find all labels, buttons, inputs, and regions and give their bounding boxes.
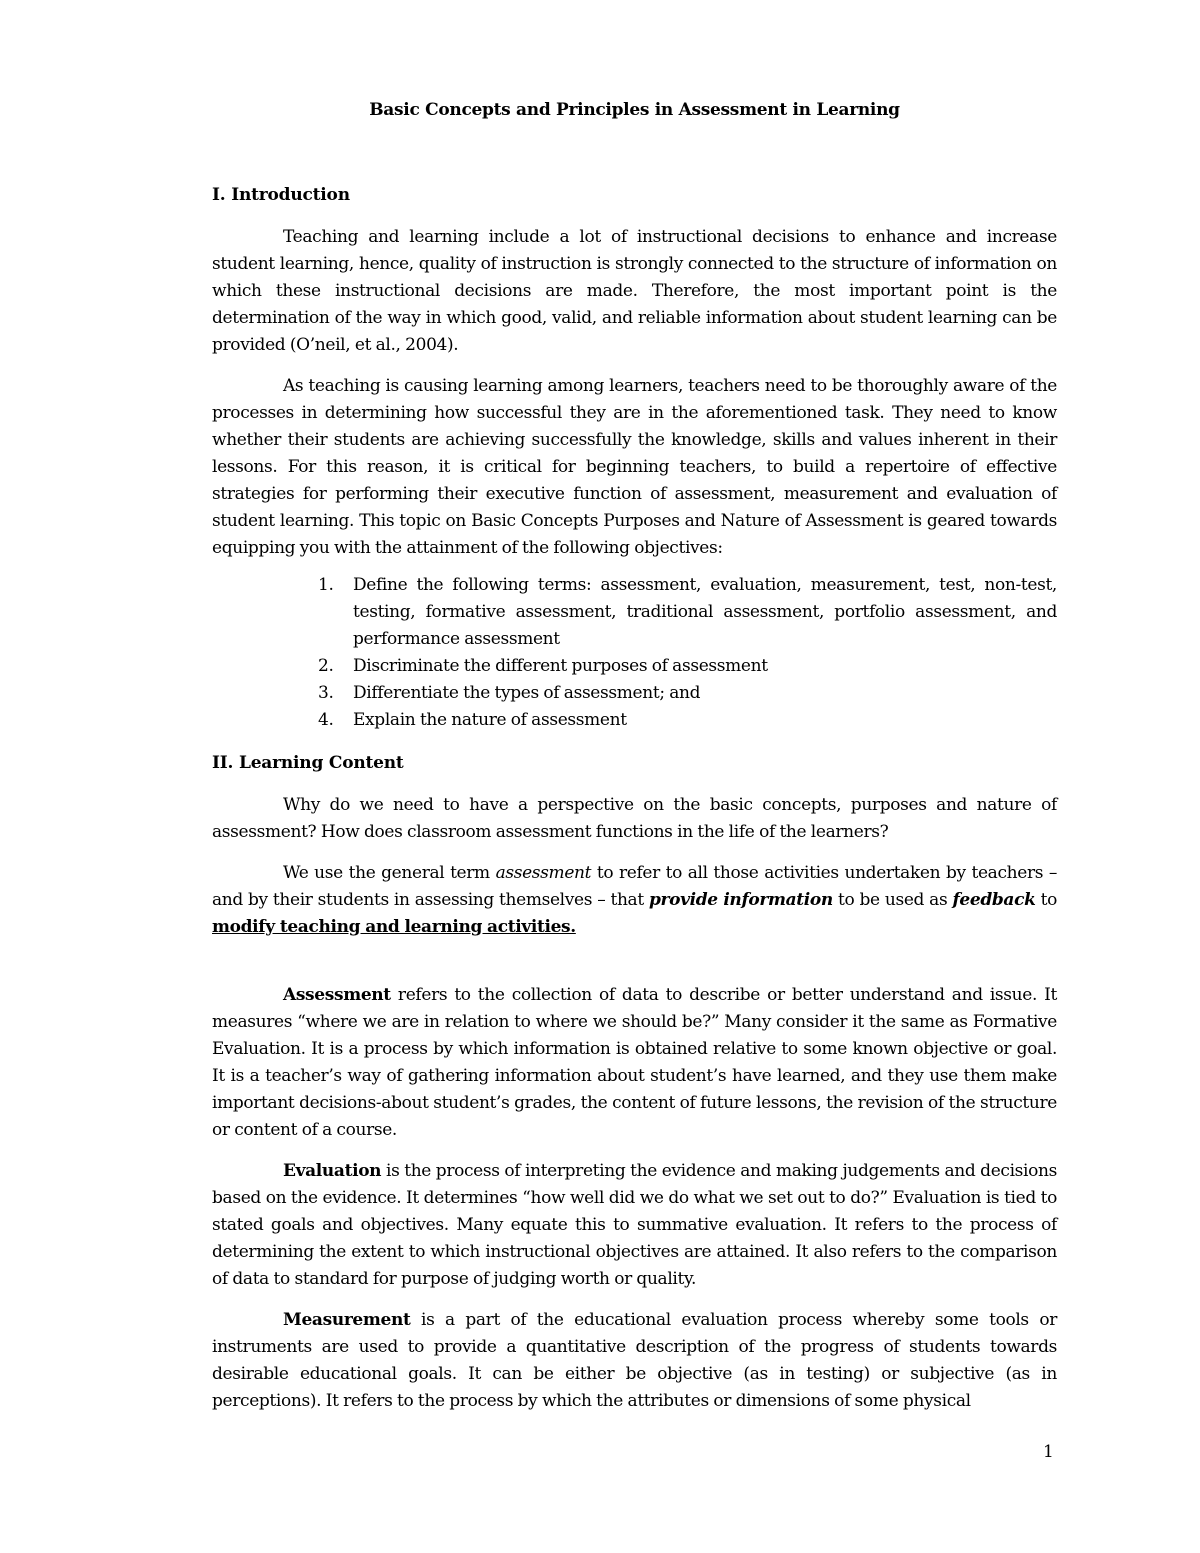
term-measurement: Measurement	[283, 1310, 411, 1330]
document-title: Basic Concepts and Principles in Assessment in Learning	[369, 100, 900, 120]
text-run: to refer to all those activities undertaken by teachers – and by their students in assessing themselves – that	[212, 863, 1057, 910]
definition-text: is the process of interpreting the evidence and making judgements and decisions based on the evidence. It determines “how well did we do what we set out to do?” Evaluation is tied to stated goals and objectives. Many equate this to summative evaluation. It refers to the process of determining the extent to which instructional objectives are attained. It also refers to the comparison of data to standard for purpose of judging worth or quality.	[212, 1161, 1057, 1289]
emphasis-assessment: assessment	[495, 863, 592, 883]
objective-number: 3.	[318, 683, 334, 703]
term-assessment: Assessment	[283, 985, 391, 1005]
objective-text: Explain the nature of assessment	[353, 710, 627, 730]
objective-text: Define the following terms: assessment, evaluation, measurement, test, non-test, testing, formative assessment, traditional assessment, portfolio assessment, and performance assessment	[353, 575, 1057, 649]
introduction-body	[212, 224, 1057, 562]
learning-paragraph-2	[212, 860, 1057, 941]
page-content	[212, 97, 1057, 1415]
objective-number: 1.	[318, 575, 334, 595]
definition-assessment	[212, 982, 1057, 1144]
objective-item	[318, 572, 1057, 653]
objective-item	[318, 707, 1057, 734]
objective-text: Differentiate the types of assessment; and	[353, 683, 701, 703]
introduction-heading: I. Introduction	[212, 185, 350, 205]
definition-text: refers to the collection of data to describe or better understand and issue. It measures “where we are in relation to where we should be?” Many consider it the same as Formative Evaluation. It is a process by which information is obtained relative to some known objective or goal. It is a teacher’s way of gathering information about student’s have learned, and they use them make important decisions-about student’s grades, the content of future lessons, the revision of the structure or content of a course.	[212, 985, 1057, 1140]
objective-number: 2.	[318, 656, 334, 676]
definitions	[212, 982, 1057, 1415]
learning-content-heading: II. Learning Content	[212, 753, 404, 773]
definition-measurement	[212, 1307, 1057, 1415]
objective-text: Discriminate the different purposes of assessment	[353, 656, 768, 676]
learning-content-body	[212, 792, 1057, 941]
definition-text: is a part of the educational evaluation process whereby some tools or instruments are used to provide a quantitative description of the progress of students towards desirable educational goals. It can be either be objective (as in testing) or subjective (as in perceptions). It refers to the process by which the attributes or dimensions of some physical	[212, 1310, 1057, 1411]
learning-paragraph-1: Why do we need to have a perspective on the basic concepts, purposes and nature of assessment? How does classroom assessment functions in the life of the learners?	[212, 795, 1057, 842]
text-run: We use the general term	[283, 863, 496, 883]
text-run: to	[1035, 890, 1057, 910]
page-number: 1	[1043, 1442, 1054, 1462]
text-run: to be used as	[832, 890, 953, 910]
definition-evaluation	[212, 1158, 1057, 1293]
objective-item	[318, 680, 1057, 707]
objective-item	[318, 653, 1057, 680]
emphasis-provide-information: provide information	[648, 890, 833, 910]
objective-number: 4.	[318, 710, 334, 730]
emphasis-feedback: feedback	[952, 890, 1036, 910]
intro-paragraph-1: Teaching and learning include a lot of instructional decisions to enhance and increase student learning, hence, quality of instruction is strongly connected to the structure of information on which these instructional decisions are made. Therefore, the most important point is the determination of the way in which good, valid, and reliable information about student learning can be provided (O’neil, et al., 2004).	[212, 227, 1057, 355]
objectives-list	[212, 572, 1057, 734]
emphasis-modify-teaching: modify teaching and learning activities.	[212, 917, 576, 937]
intro-paragraph-2: As teaching is causing learning among learners, teachers need to be thoroughly aware of the processes in determining how successful they are in the aforementioned task. They need to know whether their students are achieving successfully the knowledge, skills and values inherent in their lessons. For this reason, it is critical for beginning teachers, to build a repertoire of effective strategies for performing their executive function of assessment, measurement and evaluation of student learning. This topic on Basic Concepts Purposes and Nature of Assessment is geared towards equipping you with the attainment of the following objectives:	[212, 376, 1057, 558]
term-evaluation: Evaluation	[283, 1161, 382, 1181]
